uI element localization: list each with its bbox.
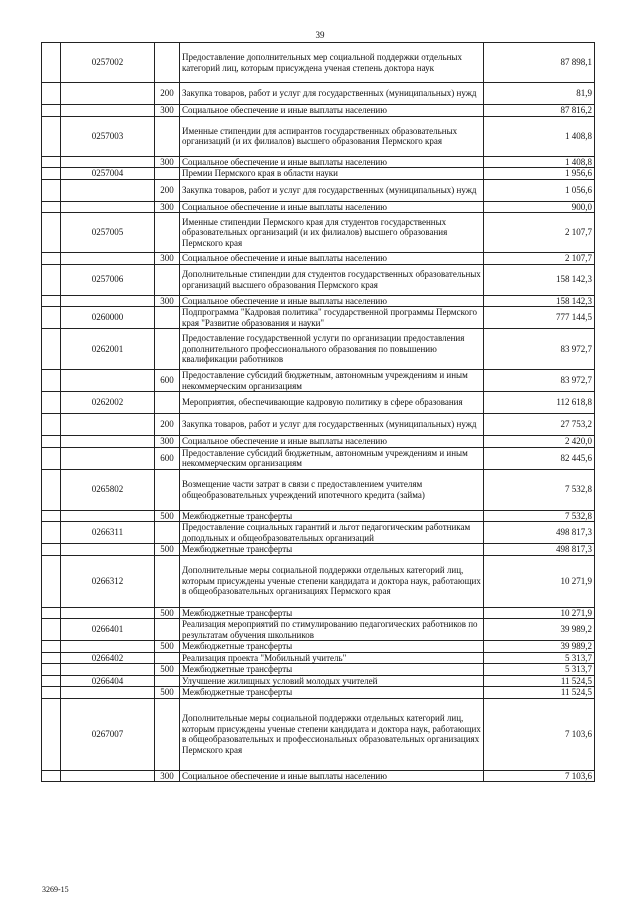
row-type-cell: 200 [155,414,180,436]
row-code-cell [61,253,155,265]
row-amount-cell: 11 524,5 [484,687,595,699]
row-amount-cell: 900,0 [484,201,595,213]
row-amount-cell: 39 989,2 [484,619,595,641]
row-blank-cell [42,179,61,201]
row-code-cell [61,544,155,556]
row-name-cell: Премии Пермского края в области науки [180,168,484,180]
row-blank-cell [42,664,61,676]
table-row [42,156,595,168]
row-type-cell: 500 [155,544,180,556]
row-blank-cell [42,43,61,83]
row-name-cell: Именные стипендии Пермского края для студентов государственных образовательных организаций (и их филиалов) высшего образования Пермского края [180,213,484,253]
row-amount-cell: 2 107,7 [484,253,595,265]
row-amount-cell: 2 420,0 [484,436,595,448]
row-code-cell [61,83,155,105]
row-blank-cell [42,168,61,180]
row-code-cell [61,687,155,699]
row-blank-cell [42,770,61,782]
row-blank-cell [42,675,61,687]
row-blank-cell [42,522,61,544]
row-type-cell: 300 [155,436,180,448]
row-amount-cell: 27 753,2 [484,414,595,436]
row-amount-cell: 87 816,2 [484,105,595,117]
row-type-cell: 500 [155,641,180,653]
row-code-cell: 0257002 [61,43,155,83]
row-type-cell: 300 [155,105,180,117]
row-amount-cell: 10 271,9 [484,607,595,619]
row-name-cell: Социальное обеспечение и иные выплаты населению [180,201,484,213]
row-blank-cell [42,469,61,510]
row-name-cell: Социальное обеспечение и иные выплаты населению [180,295,484,307]
row-amount-cell: 498 817,3 [484,544,595,556]
table-row [42,675,595,687]
table-row [42,329,595,370]
row-code-cell: 0257006 [61,264,155,295]
table-row [42,201,595,213]
row-amount-cell: 5 313,7 [484,652,595,664]
row-amount-cell: 7 103,6 [484,698,595,770]
row-name-cell: Дополнительные стипендии для студентов государственных образовательных организаций высшего образования Пермского края [180,264,484,295]
row-code-cell: 0266402 [61,652,155,664]
row-type-cell [155,698,180,770]
row-name-cell: Социальное обеспечение и иные выплаты населению [180,436,484,448]
table-row [42,544,595,556]
row-amount-cell: 7 532,8 [484,469,595,510]
row-name-cell: Реализация проекта "Мобильный учитель" [180,652,484,664]
row-code-cell: 0266312 [61,555,155,607]
row-type-cell [155,652,180,664]
row-code-cell: 0266311 [61,522,155,544]
row-type-cell: 600 [155,370,180,392]
table-row [42,687,595,699]
row-name-cell: Предоставление субсидий бюджетным, автономным учреждениям и иным некоммерческим организациям [180,370,484,392]
row-code-cell: 0257004 [61,168,155,180]
row-blank-cell [42,253,61,265]
row-blank-cell [42,264,61,295]
row-code-cell: 0266404 [61,675,155,687]
row-name-cell: Закупка товаров, работ и услуг для государственных (муниципальных) нужд [180,414,484,436]
row-type-cell [155,213,180,253]
row-amount-cell: 498 817,3 [484,522,595,544]
table-row [42,510,595,522]
row-blank-cell [42,555,61,607]
row-code-cell [61,295,155,307]
row-amount-cell: 158 142,3 [484,264,595,295]
row-amount-cell: 7 103,6 [484,770,595,782]
table-row [42,652,595,664]
row-amount-cell: 7 532,8 [484,510,595,522]
row-type-cell: 200 [155,179,180,201]
row-code-cell [61,447,155,469]
table-row [42,436,595,448]
row-code-cell [61,436,155,448]
row-amount-cell: 5 313,7 [484,664,595,676]
row-blank-cell [42,370,61,392]
row-type-cell: 600 [155,447,180,469]
row-code-cell: 0260000 [61,307,155,329]
row-amount-cell: 2 107,7 [484,213,595,253]
row-code-cell: 0267007 [61,698,155,770]
row-blank-cell [42,698,61,770]
row-name-cell: Социальное обеспечение и иные выплаты населению [180,253,484,265]
row-type-cell: 500 [155,687,180,699]
row-code-cell [61,201,155,213]
row-blank-cell [42,329,61,370]
row-type-cell: 200 [155,83,180,105]
budget-table-body [42,43,595,782]
row-name-cell: Межбюджетные трансферты [180,687,484,699]
row-amount-cell: 39 989,2 [484,641,595,653]
row-type-cell [155,392,180,414]
row-code-cell [61,641,155,653]
row-name-cell: Именные стипендии для аспирантов государственных образовательных организаций (и их филиалов) высшего образования Пермского края [180,116,484,156]
row-type-cell: 500 [155,607,180,619]
table-row [42,213,595,253]
row-amount-cell: 83 972,7 [484,329,595,370]
row-name-cell: Закупка товаров, работ и услуг для государственных (муниципальных) нужд [180,83,484,105]
row-amount-cell: 10 271,9 [484,555,595,607]
row-type-cell [155,307,180,329]
row-type-cell: 300 [155,201,180,213]
row-amount-cell: 1 056,6 [484,179,595,201]
row-amount-cell: 82 445,6 [484,447,595,469]
row-blank-cell [42,201,61,213]
row-amount-cell: 777 144,5 [484,307,595,329]
row-name-cell: Межбюджетные трансферты [180,607,484,619]
document-footer-code: 3269-15 [42,885,69,894]
row-blank-cell [42,295,61,307]
row-blank-cell [42,607,61,619]
row-blank-cell [42,652,61,664]
row-blank-cell [42,307,61,329]
table-row [42,770,595,782]
row-code-cell: 0262001 [61,329,155,370]
row-type-cell: 500 [155,664,180,676]
row-name-cell: Межбюджетные трансферты [180,641,484,653]
table-row [42,698,595,770]
row-code-cell: 0265802 [61,469,155,510]
row-type-cell: 500 [155,510,180,522]
table-row [42,179,595,201]
row-code-cell [61,414,155,436]
row-name-cell: Предоставление социальных гарантий и льгот педагогическим работникам доподльных и общеобразовательных организаций [180,522,484,544]
table-row [42,307,595,329]
row-name-cell: Предоставление государственной услуги по организации предоставления дополнительного профессионального образования по повышению квалификации работников [180,329,484,370]
row-type-cell [155,116,180,156]
row-name-cell: Межбюджетные трансферты [180,544,484,556]
row-code-cell: 0257003 [61,116,155,156]
table-row [42,105,595,117]
row-blank-cell [42,687,61,699]
row-amount-cell: 81,9 [484,83,595,105]
row-type-cell: 300 [155,770,180,782]
table-row [42,295,595,307]
table-row [42,168,595,180]
row-blank-cell [42,105,61,117]
row-code-cell: 0262002 [61,392,155,414]
row-type-cell [155,43,180,83]
row-code-cell: 0266401 [61,619,155,641]
row-name-cell: Улучшение жилищных условий молодых учителей [180,675,484,687]
table-row [42,641,595,653]
row-code-cell [61,510,155,522]
row-blank-cell [42,116,61,156]
row-blank-cell [42,619,61,641]
table-row [42,83,595,105]
row-name-cell: Предоставление субсидий бюджетным, автономным учреждениям и иным некоммерческим организациям [180,447,484,469]
row-name-cell: Дополнительные меры социальной поддержки отдельных категорий лиц, которым присуждены ученые степени кандидата и доктора наук, работающих в общеобразовательных организациях Пермского края [180,555,484,607]
row-code-cell [61,770,155,782]
row-name-cell: Межбюджетные трансферты [180,664,484,676]
row-code-cell [61,156,155,168]
table-row [42,43,595,83]
row-type-cell [155,675,180,687]
table-row [42,555,595,607]
row-blank-cell [42,213,61,253]
table-row [42,264,595,295]
row-code-cell [61,179,155,201]
row-type-cell [155,555,180,607]
table-row [42,370,595,392]
row-code-cell [61,105,155,117]
row-amount-cell: 158 142,3 [484,295,595,307]
budget-table [41,42,595,782]
row-type-cell [155,522,180,544]
row-type-cell: 300 [155,156,180,168]
row-blank-cell [42,544,61,556]
row-type-cell: 300 [155,253,180,265]
row-blank-cell [42,83,61,105]
row-name-cell: Социальное обеспечение и иные выплаты населению [180,156,484,168]
row-amount-cell: 83 972,7 [484,370,595,392]
row-blank-cell [42,392,61,414]
table-row [42,392,595,414]
row-amount-cell: 11 524,5 [484,675,595,687]
table-row [42,522,595,544]
table-row [42,253,595,265]
row-name-cell: Межбюджетные трансферты [180,510,484,522]
row-amount-cell: 1 956,6 [484,168,595,180]
row-name-cell: Подпрограмма "Кадровая политика" государственной программы Пермского края "Развитие образования и науки" [180,307,484,329]
row-code-cell [61,607,155,619]
row-blank-cell [42,414,61,436]
row-name-cell: Мероприятия, обеспечивающие кадровую политику в сфере образования [180,392,484,414]
table-row [42,469,595,510]
row-blank-cell [42,641,61,653]
table-row [42,414,595,436]
row-blank-cell [42,436,61,448]
row-code-cell [61,664,155,676]
row-type-cell [155,168,180,180]
row-code-cell: 0257005 [61,213,155,253]
row-name-cell: Закупка товаров, работ и услуг для государственных (муниципальных) нужд [180,179,484,201]
row-type-cell [155,264,180,295]
row-code-cell [61,370,155,392]
table-row [42,447,595,469]
page-number: 39 [315,30,325,40]
table-row [42,116,595,156]
row-type-cell: 300 [155,295,180,307]
row-amount-cell: 1 408,8 [484,116,595,156]
row-name-cell: Реализация мероприятий по стимулированию педагогических работников по результатам обучения школьников [180,619,484,641]
row-blank-cell [42,510,61,522]
table-row [42,619,595,641]
row-name-cell: Предоставление дополнительных мер социальной поддержки отдельных категорий лиц, которым присуждена ученая степень доктора наук [180,43,484,83]
row-amount-cell: 1 408,8 [484,156,595,168]
row-blank-cell [42,447,61,469]
row-type-cell [155,469,180,510]
row-name-cell: Социальное обеспечение и иные выплаты населению [180,105,484,117]
row-type-cell [155,329,180,370]
row-name-cell: Социальное обеспечение и иные выплаты населению [180,770,484,782]
row-type-cell [155,619,180,641]
row-amount-cell: 112 618,8 [484,392,595,414]
row-name-cell: Возмещение части затрат в связи с предоставлением учителям общеобразовательных учреждений ипотечного кредита (займа) [180,469,484,510]
table-row [42,664,595,676]
row-amount-cell: 87 898,1 [484,43,595,83]
row-name-cell: Дополнительные меры социальной поддержки отдельных категорий лиц, которым присуждены ученые степени кандидата и доктора наук, работающих в общеобразовательных и профессиональных образовательных организациях Пермского края [180,698,484,770]
table-row [42,607,595,619]
row-blank-cell [42,156,61,168]
